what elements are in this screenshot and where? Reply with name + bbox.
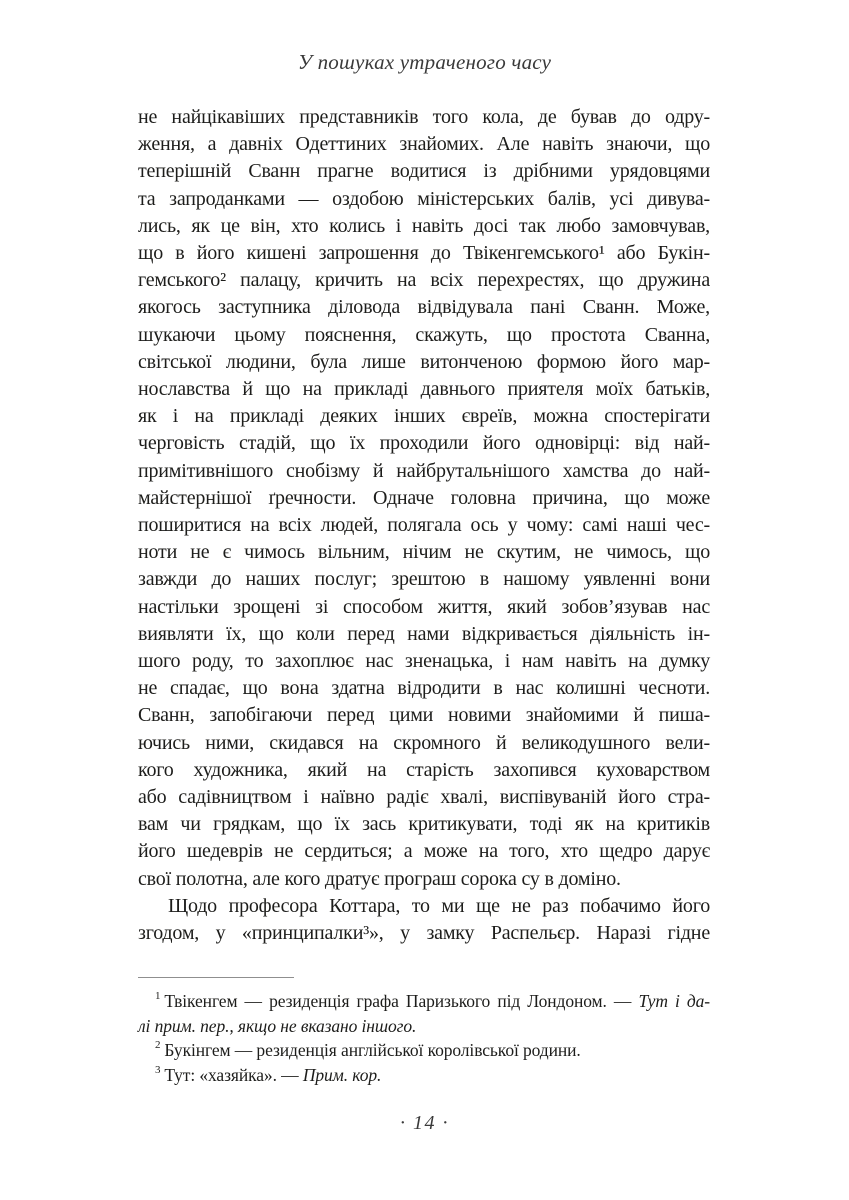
- body-line: шукаючи цьому пояснення, скажуть, що простота Сванна,: [138, 323, 710, 346]
- running-header: У пошуках утраченого часу: [297, 50, 552, 74]
- footnote-3-line: [138, 1063, 710, 1088]
- body-line: що в його кишені запрошення до Твікенгемського¹ або Букін-: [138, 242, 710, 265]
- body-line: та запроданками — оздобою міністерських балів, усі дивува-: [138, 187, 710, 210]
- body-line: як і на прикладі деяких інших євреїв, можна спостерігати: [138, 405, 710, 428]
- body-line: поширитися на всіх людей, полягала ось у чому: самі наші чес-: [138, 514, 710, 537]
- footnote-1-text: Твікенгем — резиденція графа Паризького під Лондоном. —: [164, 991, 639, 1011]
- body-line: згодом, у «принципалки³», у замку Распельєр. Наразі гідне: [138, 922, 710, 945]
- body-line: кого художника, який на старість захопився куховарством: [138, 758, 710, 781]
- body-line: Щодо професора Коттара, то ми ще не раз побачимо його: [168, 894, 710, 917]
- footnote-1-marker: 1: [155, 990, 161, 1003]
- footnote-separator: [138, 977, 294, 978]
- footnote-2-line: [138, 1038, 710, 1063]
- body-line: теперішній Сванн прагне водитися із дрібними урядовцями: [138, 160, 710, 183]
- page-number: · 14 ·: [400, 1112, 449, 1134]
- body-line: ження, а давніх Одеттиних знайомих. Але навіть знаючи, що: [138, 133, 710, 156]
- footnote-1-italic-text: Тут і да-: [638, 991, 710, 1011]
- footnote-3-marker: 3: [155, 1063, 161, 1076]
- footnotes: [138, 989, 710, 1087]
- body-line: майстернішої ґречности. Одначе головна причина, що може: [138, 486, 710, 509]
- body-line: настільки зрощені зі способом життя, який зобов’язував нас: [138, 595, 710, 618]
- body-line: світської людини, була лише витонченою формою його мар-: [138, 350, 710, 373]
- footnote-2-text: Букінгем — резиденція англійської королівської родини.: [164, 1040, 581, 1060]
- body-line: нославства й що на прикладі давнього приятеля моїх батьків,: [138, 378, 710, 401]
- body-line: лись, як це він, хто колись і навіть досі так любо замовчував,: [138, 214, 710, 237]
- body-line: примітивнішого снобізму й найбрутальнішого хамства до най-: [138, 459, 710, 482]
- body-line: ноти не є чимось вільним, нічим не скутим, не чимось, що: [138, 541, 710, 564]
- footnote-1-line-1: [138, 989, 710, 1014]
- body-line: ючись ними, скидався на скромного й великодушного вели-: [138, 731, 710, 754]
- footnote-3-text: Тут: «хазяйка». —: [164, 1064, 303, 1085]
- body-line: черговість стадій, що їх проходили його одновірці: від най-: [138, 432, 710, 455]
- body-line: Сванн, запобігаючи перед цими новими знайомими й пиша-: [138, 704, 710, 727]
- body-line: якогось заступника діловода відвідувала пані Сванн. Може,: [138, 296, 710, 319]
- body-text: [138, 104, 710, 947]
- body-line: виявляти їх, що коли перед нами відкривається діяльність ін-: [138, 622, 710, 645]
- body-line: вам чи грядкам, що їх зась критикувати, тоді як на критиків: [138, 813, 710, 836]
- body-line: його шедеврів не сердиться; а може на того, хто щедро дарує: [138, 840, 710, 863]
- body-line: гемського² палацу, кричить на всіх перехрестях, що дружина: [138, 269, 710, 292]
- body-line: свої полотна, але кого дратує програш сорока су в доміно.: [138, 867, 621, 890]
- body-line: завжди до наших послуг; зрештою в нашому уявленні вони: [138, 568, 710, 591]
- body-line: не спадає, що вона здатна відродити в нас колишні чесноти.: [138, 677, 710, 700]
- footnote-3-italic-text: Прим. кор.: [302, 1064, 382, 1085]
- body-line: не найцікавіших представників того кола, де бував до одру-: [138, 106, 710, 128]
- body-line: шого роду, то захоплює нас зненацька, і нам навіть на думку: [138, 650, 710, 673]
- body-line: або садівництвом і наївно радіє хвалі, виспівуваній його стра-: [138, 786, 710, 809]
- footnote-1-line-2: лі прим. пер., якщо не вказано іншого.: [138, 1015, 417, 1036]
- footnote-2-marker: 2: [155, 1039, 161, 1052]
